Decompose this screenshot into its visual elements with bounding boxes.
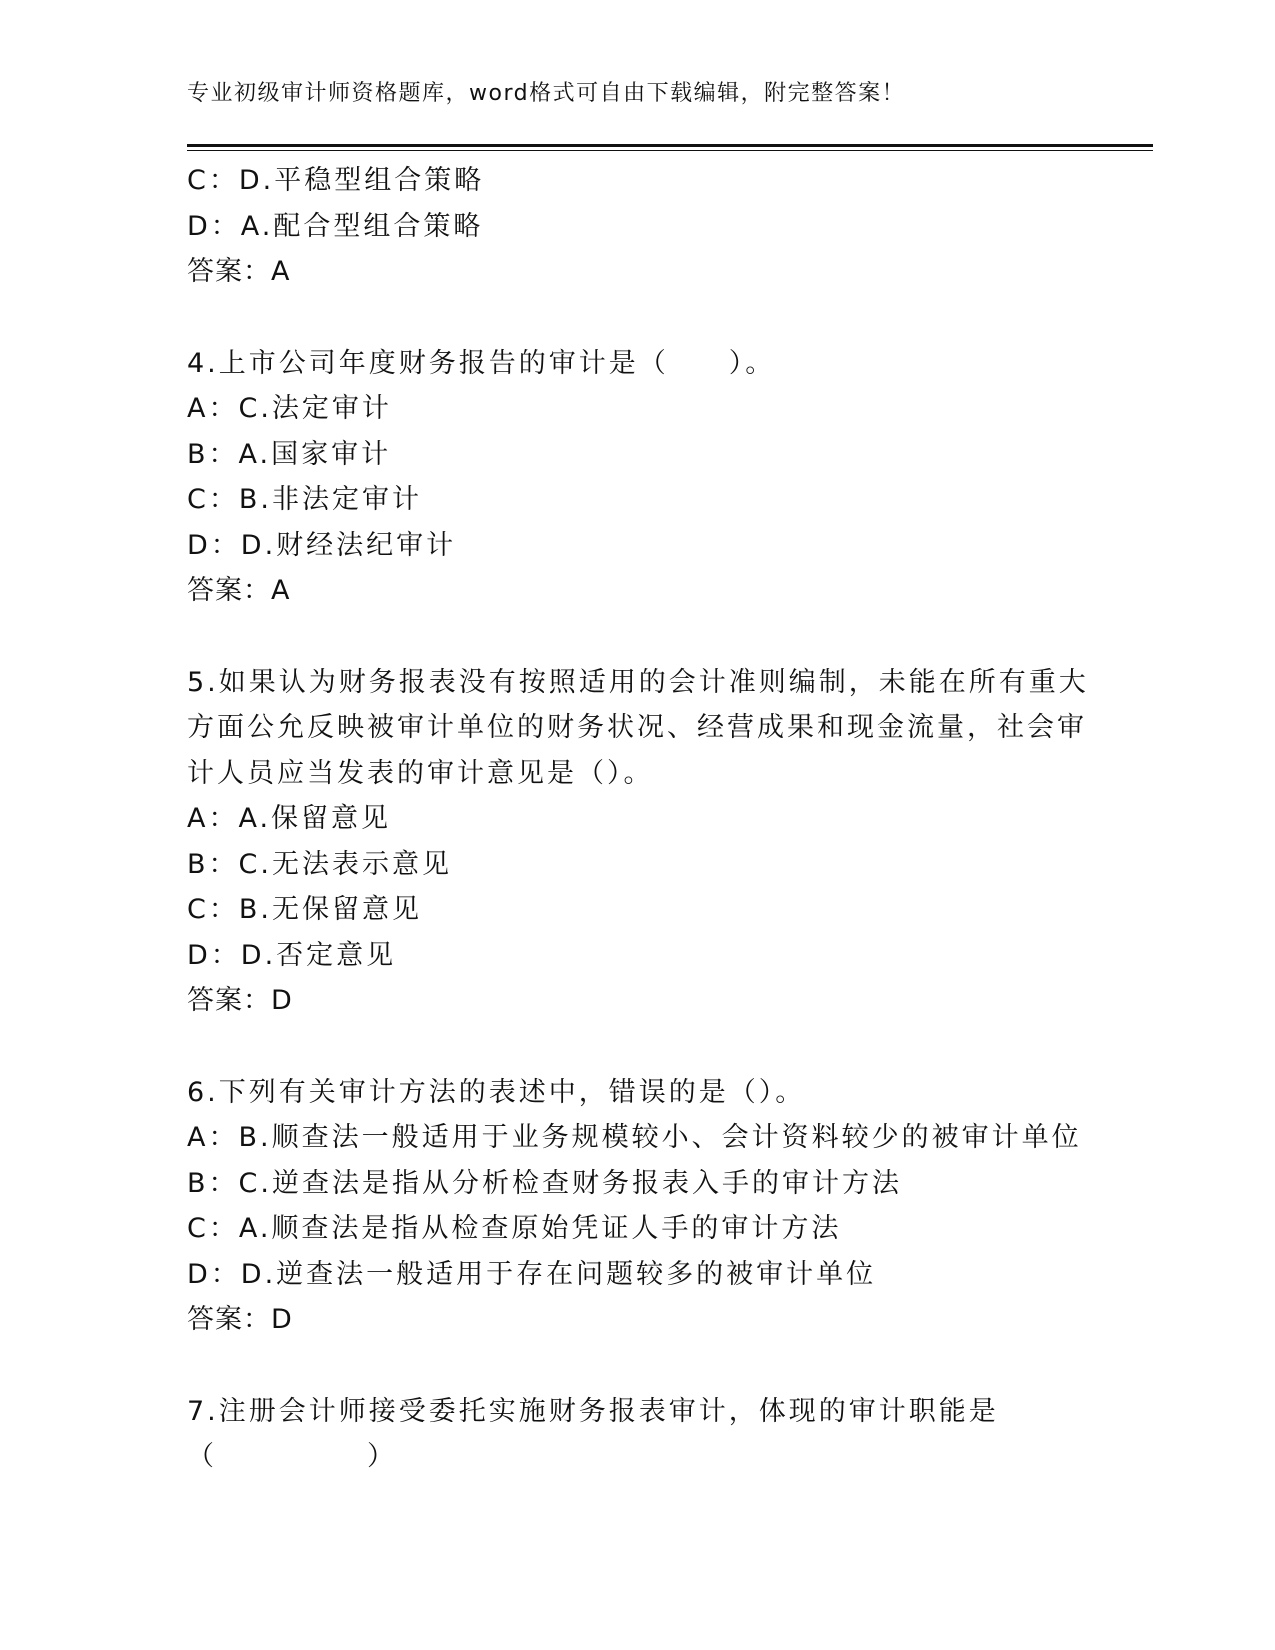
question-content [187,158,1087,1480]
option-line: D：D.财经法纪审计 [187,529,457,561]
option-line: D：A.配合型组合策略 [187,210,484,242]
option-line: B：A.国家审计 [187,438,392,470]
header-rule-thick [187,144,1153,147]
option-line: A：C.法定审计 [187,393,392,424]
question-stem: （ ） [187,1441,397,1472]
option-line: D：D.否定意见 [187,939,397,971]
option-line: C：B.非法定审计 [187,484,422,515]
question-stem: 4.上市公司年度财务报告的审计是（ ）。 [187,347,776,379]
question-4 [187,341,1087,614]
option-line: A：B.顺查法一般适用于业务规模较小、会计资料较少的被审计单位 [187,1122,1082,1153]
answer-line: 答案：A [187,256,291,287]
header-rule-thin [187,150,1153,151]
question-stem: 7.注册会计师接受委托实施财务报表审计，体现的审计职能是 [187,1395,999,1427]
question-stem: 方面公允反映被审计单位的财务状况、经营成果和现金流量，社会审 [187,712,1087,743]
answer-line: 答案：A [187,575,291,606]
page-header: 专业初级审计师资格题库，word格式可自由下载编辑，附完整答案！ [187,81,906,106]
question-stem: 5.如果认为财务报表没有按照适用的会计准则编制，未能在所有重大 [187,666,1089,698]
option-line: C：A.顺查法是指从检查原始凭证人手的审计方法 [187,1213,842,1244]
question-7 [187,1389,1087,1480]
question-6 [187,1070,1087,1343]
answer-line: 答案：D [187,1304,293,1335]
previous-question-tail [187,158,1087,295]
option-line: B：C.无法表示意见 [187,848,452,880]
question-5 [187,660,1087,1024]
answer-line: 答案：D [187,985,293,1016]
question-stem: 计人员应当发表的审计意见是（）。 [187,757,654,789]
option-line: B：C.逆查法是指从分析检查财务报表入手的审计方法 [187,1167,902,1199]
option-line: C：B.无保留意见 [187,894,422,925]
option-line: D：D.逆查法一般适用于存在问题较多的被审计单位 [187,1258,877,1290]
option-line: C：D.平稳型组合策略 [187,165,485,196]
question-stem: 6.下列有关审计方法的表述中，错误的是（）。 [187,1076,806,1108]
option-line: A：A.保留意见 [187,803,392,834]
